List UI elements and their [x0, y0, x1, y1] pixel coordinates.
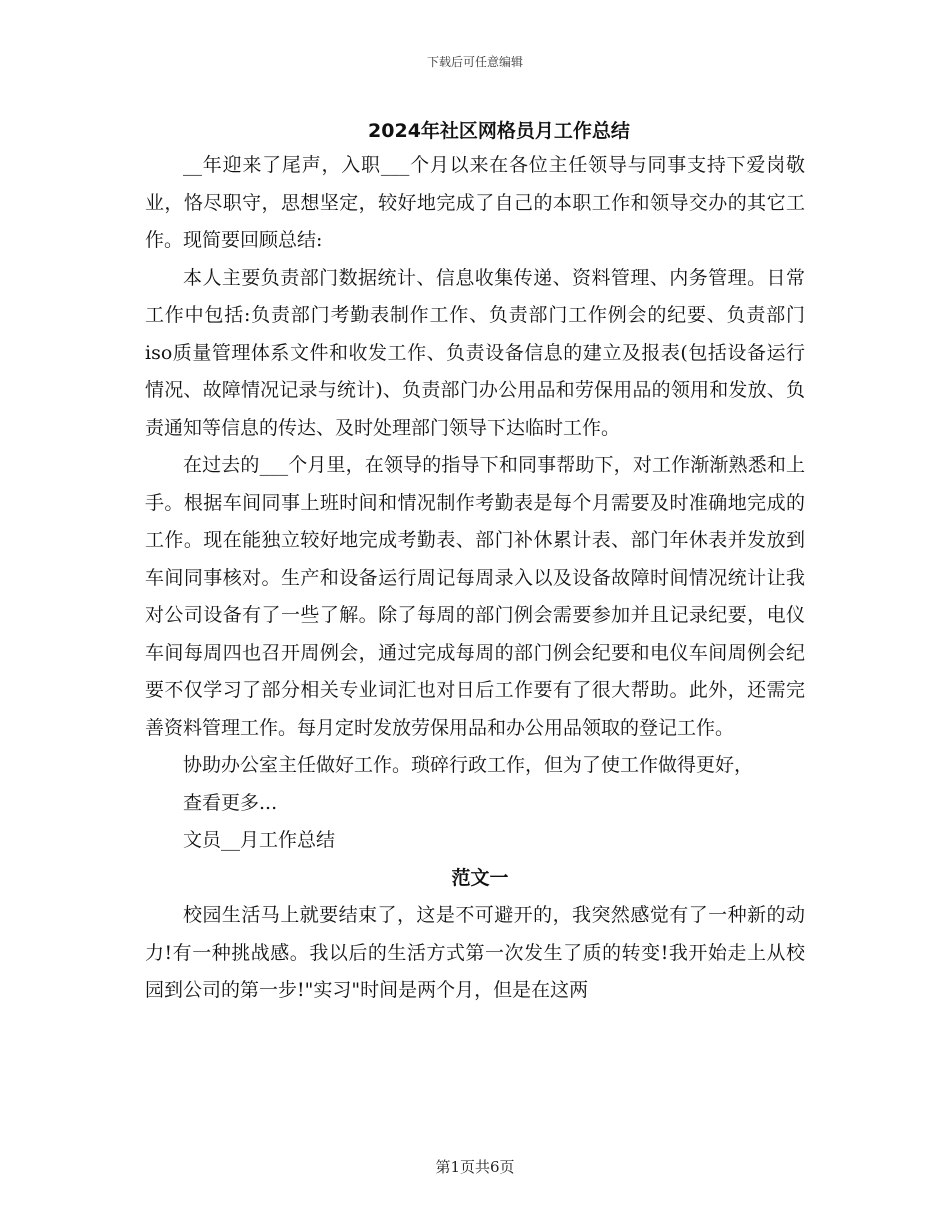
document-title: 2024年社区网格员月工作总结 [368, 120, 630, 142]
document-body [145, 147, 805, 1010]
paragraph: __年迎来了尾声，入职___个月以来在各位主任领导与同事支持下爱岗敬业，恪尽职守，思想坚定，较好地完成了自己的本职工作和领导交办的其它工作。现简要回顾总结: [145, 154, 805, 251]
header-note: 下载后可任意编辑 [426, 55, 523, 69]
paragraph: 校园生活马上就要结束了，这是不可避开的，我突然感觉有了一种新的动力!有一种挑战感。我以后的生活方式第一次发生了质的转变!我开始走上从校园到公司的第一步!"实习"时间是两个月，但是在这两 [145, 904, 805, 1001]
paragraph: 在过去的___个月里，在领导的指导下和同事帮助下，对工作渐渐熟悉和上手。根据车间同事上班时间和情况制作考勤表是每个月需要及时准确地完成的工作。现在能独立较好地完成考勤表、部门补休累计表、部门年休表并发放到车间同事核对。生产和设备运行周记每周录入以及设备故障时间情况统计让我对公司设备有了一些了解。除了每周的部门例会需要参加并且记录纪要，电仪车间每周四也召开周例会，通过完成每周的部门例会纪要和电仪车间周例会纪要不仅学习了部分相关专业词汇也对日后工作要有了很大帮助。此外，还需完善资料管理工作。每月定时发放劳保用品和办公用品领取的登记工作。 [145, 454, 805, 739]
see-more-link[interactable]: 查看更多... [183, 791, 278, 814]
related-title: 文员__月工作总结 [183, 829, 336, 851]
section-heading: 范文一 [451, 866, 509, 889]
paragraph: 本人主要负责部门数据统计、信息收集传递、资料管理、内务管理。日常工作中包括:负责部门考勤表制作工作、负责部门工作例会的纪要、负责部门iso质量管理体系文件和收发工作、负责设备信息的建立及报表(包括设备运行情况、故障情况记录与统计)、负责部门办公用品和劳保用品的领用和发放、负责通知等信息的传达、及时处理部门领导下达临时工作。 [145, 266, 805, 439]
paragraph: 协助办公室主任做好工作。琐碎行政工作，但为了使工作做得更好， [183, 754, 754, 776]
page-indicator: 第1页共6页 [435, 1158, 515, 1176]
